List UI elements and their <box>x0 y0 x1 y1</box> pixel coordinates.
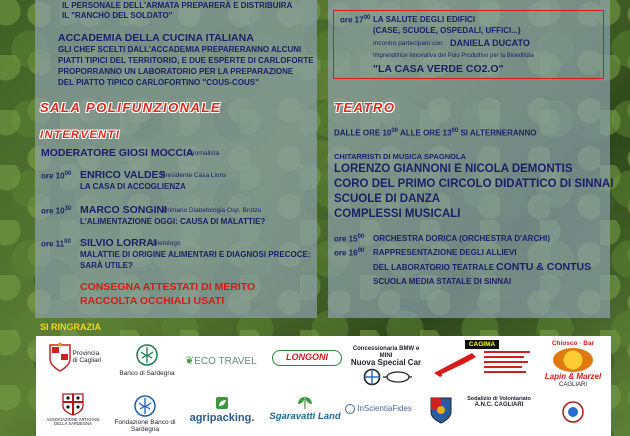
sala-heading: SALA POLIFUNZIONALE <box>40 100 222 115</box>
accademia-title: ACCADEMIA DELLA CUCINA ITALIANA <box>58 32 254 44</box>
agripacking-leaf-icon <box>215 396 229 410</box>
associazione-logo <box>40 392 106 427</box>
four-moors-icon <box>62 392 84 416</box>
talk-title: MALATTIE DI ORIGINE ALIMENTARI E DIAGNOSI PRECOCE: <box>80 250 311 259</box>
provincia-line-2: di Cagliari <box>72 357 102 364</box>
accademia-line: PROPORRANNO UN LABORATORIO PER LA PREPARAZIONE <box>58 67 294 76</box>
salute-participant: DANIELA DUCATO <box>450 38 530 48</box>
talk-speaker: MARCO SONGINI <box>80 204 167 216</box>
emblem-logo <box>540 400 606 426</box>
accademia-line: DEL PIATTO TIPICO CARLOFORTINO "COUS-COUS" <box>58 78 259 87</box>
talk-role: Primario Diabetologia Osp. Brotzu <box>163 207 262 214</box>
lapin-emblem-icon <box>553 348 593 372</box>
performer-item: CORO DEL PRIMO CIRCOLO DIDATTICO DI SINNAI <box>334 178 614 190</box>
teatro-time-range: DALLE ORE $10^{00}$ ALLE ORE $13^{00}$ SI ALTERNERANNO <box>334 128 537 138</box>
closing-line-1: CONSEGNA ATTESTATI DI MERITO <box>80 281 256 293</box>
talk-time: ore $11^{00}$ <box>41 239 71 249</box>
lab-prefix: DEL LABORATORIO TEATRALE <box>373 263 495 272</box>
concessionaria-line-1: Concessionaria BMW e MINI <box>352 346 420 359</box>
longoni-label: LONGONI <box>272 350 342 366</box>
agripacking-label: agripacking. <box>189 412 255 425</box>
sgaravatti-logo <box>268 396 342 423</box>
talk-time: ore $10^{30}$ <box>41 206 72 216</box>
cagima-label: CAGIMA <box>465 340 499 349</box>
provincia-logo <box>45 342 105 372</box>
salute-project: "LA CASA VERDE CO2.O" <box>373 63 504 75</box>
performer-item: LORENZO GIANNONI E NICOLA DEMONTIS <box>334 163 573 175</box>
evening-time: ore $15^{00}$ <box>334 234 365 244</box>
intro-line-2: IL "RANCHO DEL SOLDATO" <box>62 11 173 20</box>
heraldic-shield-icon <box>430 396 452 424</box>
accademia-line: GLI CHEF SCELTI DALL'ACCADEMIA PREPARERANNO ALCUNI <box>58 45 302 54</box>
fondazione-label: Fondazione Banco di Sardegna <box>114 419 176 434</box>
interventi-heading: INTERVENTI <box>40 129 121 141</box>
ecotravel-logo <box>185 355 270 367</box>
school-name: SCUOLA MEDIA STATALE DI SINNAI <box>373 277 512 286</box>
performer-item: SCUOLE DI DANZA <box>334 193 441 205</box>
salute-subtitle: (CASE, SCUOLE, OSPEDALI, UFFICI...) <box>373 26 521 35</box>
talk-title: L'ALIMENTAZIONE OGGI: CAUSA DI MALATTIE? <box>80 217 266 226</box>
chitarristi-label: CHITARRISTI DI MUSICA SPAGNOLA <box>334 152 466 161</box>
fondazione-tree-icon <box>133 395 157 417</box>
moderator-label: MODERATORE GIOSI MOCCIA <box>41 147 194 159</box>
talk-speaker: SILVIO LORRAI <box>80 237 157 249</box>
lapin-marzel-logo <box>540 340 606 398</box>
ecotravel-label: ECO TRAVEL <box>194 356 257 367</box>
lapin-line-2: Lapin & Marzel <box>544 372 602 382</box>
sgaravatti-leaf-icon <box>297 396 313 410</box>
evening-time: ore $16^{00}$ <box>334 248 365 258</box>
salute-participant-label: Incontro partecipato con <box>373 40 443 47</box>
talk-speaker: ENRICO VALDES <box>80 169 166 181</box>
leaf-icon: ❦ <box>185 355 195 367</box>
talk-time: ore $10^{00}$ <box>41 171 72 181</box>
coat-of-arms-icon <box>49 342 71 372</box>
banco-sardegna-logo <box>112 344 182 377</box>
banco-tree-icon <box>134 344 160 368</box>
intro-line-1: IL PERSONALE DELL'ARMATA PREPARERÀ E DISTRIBUIRA <box>62 1 293 10</box>
talk-title-continued: SARÀ UTILE? <box>80 261 133 270</box>
salute-role: Imprenditrice innovativa del Polo Produttivo per la Bioedilizia <box>373 53 534 59</box>
globe-icon <box>345 404 355 414</box>
round-emblem-icon <box>562 400 584 424</box>
cagima-logo <box>428 340 536 381</box>
salute-time: ore $17^{00}$ <box>340 15 371 25</box>
car-brands-icon <box>360 368 412 386</box>
heraldic-shield-logo <box>428 396 454 426</box>
inscientiafides-label: InScientiaFides <box>357 404 412 414</box>
sponsors-title: SI RINGRAZIA <box>40 322 102 332</box>
accademia-line: PIATTI TIPICI DEL TERRITORIO, E DUE ESPERTE DI CARLOFORTE <box>58 56 314 65</box>
concessionaria-logo <box>346 346 426 388</box>
lapin-line-3: CAGLIARI <box>558 381 587 388</box>
lab-names: CONTU & CONTUS <box>496 261 592 273</box>
banco-label: Banco di Sardegna <box>119 370 175 378</box>
inscientiafides-logo <box>345 404 427 414</box>
salute-title: LA SALUTE DEGLI EDIFICI <box>373 15 475 24</box>
fondazione-logo <box>110 395 180 433</box>
associazione-label: ASSOCIAZIONE ARTIGIANI DELLA SARDEGNA <box>46 416 100 427</box>
sgaravatti-label: Sgaravatti Land <box>269 411 341 423</box>
teatro-heading: TEATRO <box>334 100 396 115</box>
agripacking-logo <box>188 396 256 424</box>
closing-line-2: RACCOLTA OCCHIALI USATI <box>80 295 225 307</box>
longoni-logo <box>272 350 342 366</box>
antinoo-logo <box>458 396 540 409</box>
concessionaria-line-2: Nuova Special Car <box>350 358 422 368</box>
talk-role: Dietologo <box>153 240 181 247</box>
antinoo-line-2: A.N.C. CAGLIARI <box>474 402 524 409</box>
talk-title: LA CASA DI ACCOGLIENZA <box>80 182 186 191</box>
talk-role: Presidente Casa Lions <box>161 172 227 179</box>
cagima-banner-icon <box>432 349 532 379</box>
provincia-line-1: Provincia <box>72 349 100 357</box>
performer-item: COMPLESSI MUSICALI <box>334 208 461 220</box>
moderator-role: Giornalista <box>188 150 220 157</box>
evening-text: ORCHESTRA DORICA (ORCHESTRA D'ARCHI) <box>373 234 551 243</box>
lapin-line-1: Chiosco · Bar <box>551 340 595 347</box>
evening-text: RAPPRESENTAZIONE DEGLI ALLIEVI <box>373 248 517 257</box>
antinoo-line-1: Sodalizio di Volontariato <box>467 396 531 402</box>
